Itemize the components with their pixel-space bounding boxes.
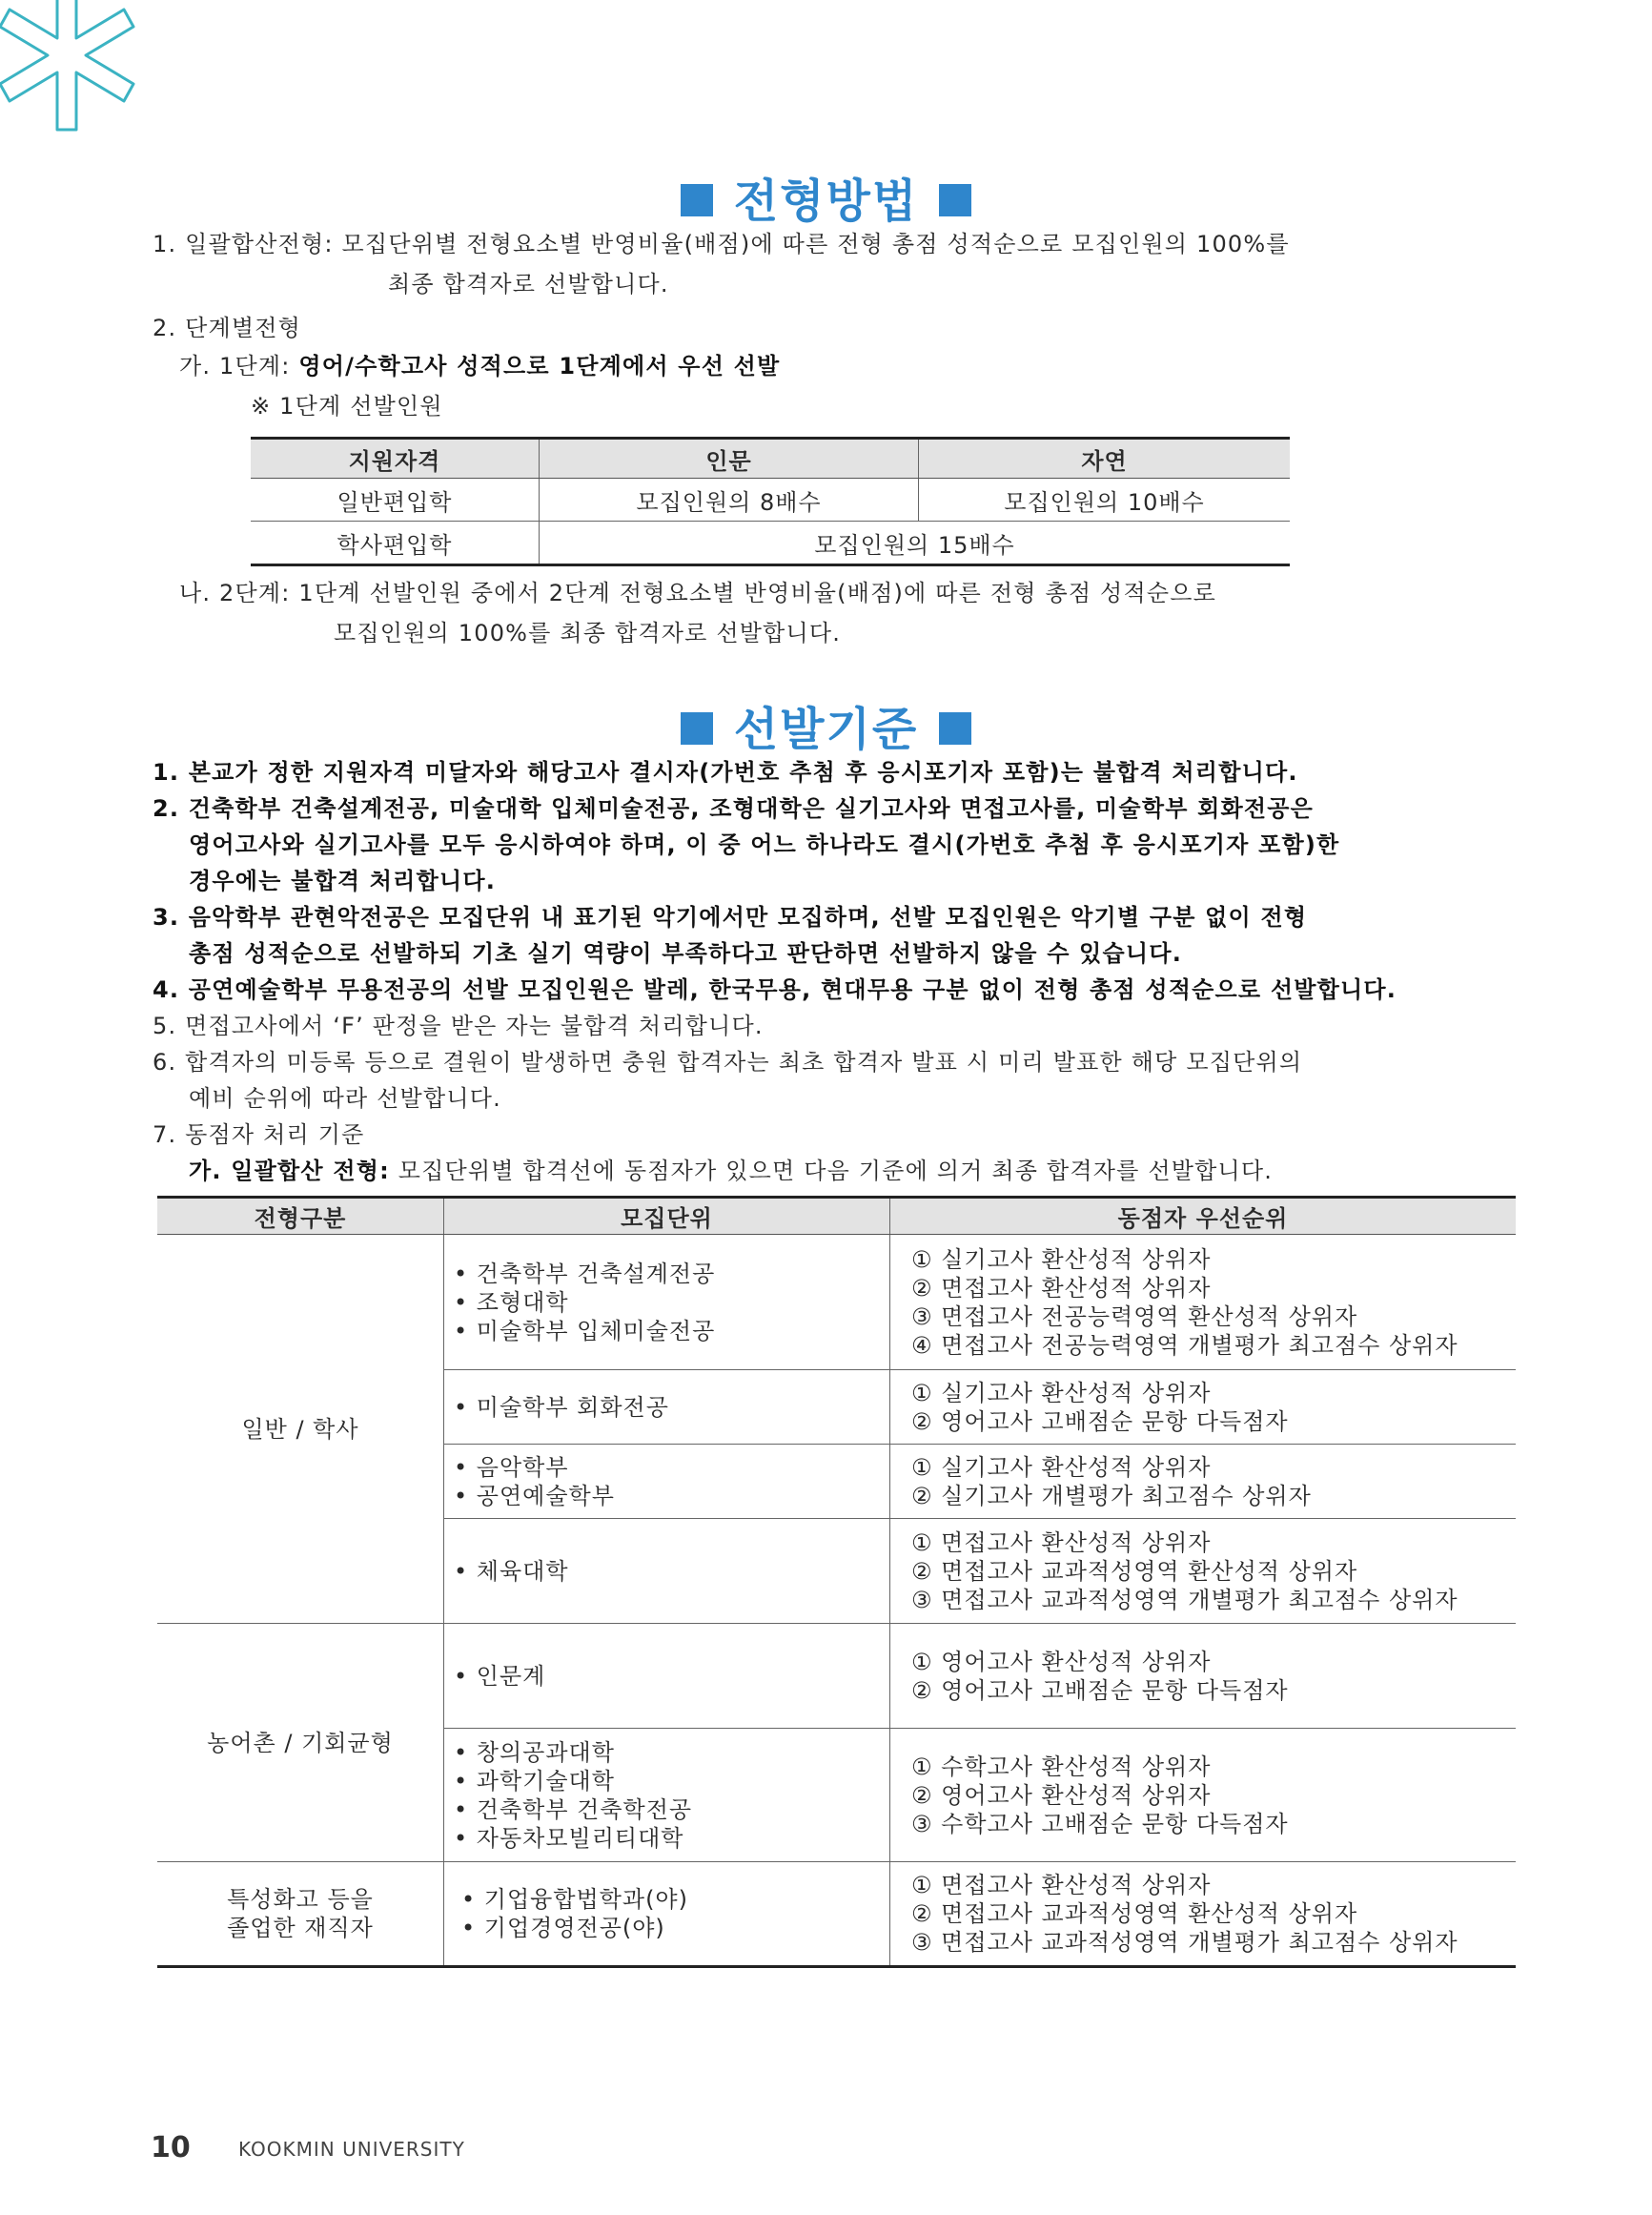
units-cell: • 건축학부 건축설계전공 • 조형대학 • 미술학부 입체미술전공	[444, 1235, 890, 1370]
stage2-line-cont: 모집인원의 100%를 최종 합격자로 선발합니다.	[334, 620, 842, 646]
stage2-line: 나. 2단계: 1단계 선발인원 중에서 2단계 전형요소별 반영비율(배점)에 따른 전형 총점 성적순으로	[179, 580, 1216, 606]
units-cell: • 인문계	[444, 1624, 890, 1729]
table-row	[157, 1862, 1516, 1967]
stage1-note: ※ 1단계 선발인원	[251, 393, 443, 420]
criteria-item-6: 6. 합격자의 미등록 등으로 결원이 발생하면 충원 합격자는 최초 합격자 발표 시 미리 발표한 해당 모집단위의	[153, 1049, 1303, 1076]
priority-cell: ① 면접고사 환산성적 상위자 ② 면접고사 교과적성영역 환산성적 상위자 ③ 면접고사 교과적성영역 개별평가 최고점수 상위자	[890, 1519, 1517, 1624]
criteria-item-2-cont: 영어고사와 실기고사를 모두 응시하여야 하며, 이 중 어느 하나라도 결시(가번호 추첨 후 응시포기자 포함)한	[189, 831, 1340, 858]
stage1-prefix: 가. 1단계:	[179, 353, 299, 379]
section-title-method: 전형방법	[0, 164, 1652, 230]
method-item-1: 1. 일괄합산전형: 모집단위별 전형요소별 반영비율(배점)에 따른 전형 총점 성적순으로 모집인원의 100%를	[153, 231, 1290, 257]
category-cell: 농어촌 / 기회균형	[157, 1624, 444, 1862]
square-bullet-icon	[939, 712, 971, 745]
criteria-item-5: 5. 면접고사에서 ‘F’ 판정을 받은 자는 불합격 처리합니다.	[153, 1013, 764, 1039]
method-item-2: 2. 단계별전형	[153, 315, 302, 341]
category-cell: 일반 / 학사	[157, 1235, 444, 1624]
tie-rule-line	[189, 1154, 1273, 1188]
page-number: 10	[151, 2131, 191, 2164]
criteria-item-3: 3. 음악학부 관현악전공은 모집단위 내 표기된 악기에서만 모집하며, 선발 모집인원은 악기별 구분 없이 전형	[153, 904, 1308, 931]
priority-cell: ① 수학고사 환산성적 상위자 ② 영어고사 환산성적 상위자 ③ 수학고사 고배점순 문항 다득점자	[890, 1729, 1517, 1862]
units-cell: • 체육대학	[444, 1519, 890, 1624]
table-cell: 학사편입학	[251, 522, 540, 565]
priority-cell: ① 실기고사 환산성적 상위자 ② 영어고사 고배점순 문항 다득점자	[890, 1370, 1517, 1445]
tie-break-table	[157, 1196, 1516, 1968]
priority-cell: ① 영어고사 환산성적 상위자 ② 영어고사 고배점순 문항 다득점자	[890, 1624, 1517, 1729]
table-row	[251, 479, 1290, 522]
units-cell: • 기업융합법학과(야) • 기업경영전공(야)	[444, 1862, 890, 1967]
table-cell: 일반편입학	[251, 479, 540, 522]
square-bullet-icon	[681, 712, 713, 745]
units-cell: • 음악학부 • 공연예술학부	[444, 1445, 890, 1519]
criteria-item-2-cont: 경우에는 불합격 처리합니다.	[189, 868, 497, 894]
table-header: 자연	[919, 439, 1291, 479]
stage1-line	[179, 349, 780, 383]
table-row	[157, 1624, 1516, 1729]
priority-cell: ① 실기고사 환산성적 상위자 ② 실기고사 개별평가 최고점수 상위자	[890, 1445, 1517, 1519]
criteria-item-4: 4. 공연예술학부 무용전공의 선발 모집인원은 발레, 한국무용, 현대무용 구분 없이 전형 총점 성적순으로 선발합니다.	[153, 976, 1397, 1003]
square-bullet-icon	[939, 184, 971, 216]
table-header: 동점자 우선순위	[890, 1198, 1517, 1235]
table-header: 전형구분	[157, 1198, 444, 1235]
table-header: 모집단위	[444, 1198, 890, 1235]
tie-rule-text: 모집단위별 합격선에 동점자가 있으면 다음 기준에 의거 최종 합격자를 선발합니다.	[389, 1158, 1274, 1184]
table-cell: 모집인원의 8배수	[540, 479, 919, 522]
units-cell: • 미술학부 회화전공	[444, 1370, 890, 1445]
square-bullet-icon	[681, 184, 713, 216]
asterisk-decoration-icon	[0, 0, 191, 191]
tie-rule-label: 가. 일괄합산 전형:	[189, 1158, 390, 1184]
criteria-item-3-cont: 총점 성적순으로 선발하되 기초 실기 역량이 부족하다고 판단하면 선발하지 않을 수 있습니다.	[189, 940, 1183, 967]
table-row	[251, 522, 1290, 565]
criteria-item-1: 1. 본교가 정한 지원자격 미달자와 해당고사 결시자(가번호 추첨 후 응시포기자 포함)는 불합격 처리합니다.	[153, 759, 1298, 786]
table-cell: 모집인원의 10배수	[919, 479, 1291, 522]
table-header: 인문	[540, 439, 919, 479]
university-name: KOOKMIN UNIVERSITY	[238, 2138, 465, 2161]
table-cell: 모집인원의 15배수	[540, 522, 1291, 565]
category-cell: 특성화고 등을 졸업한 재직자	[157, 1862, 444, 1967]
table-row	[157, 1235, 1516, 1370]
criteria-item-6-cont: 예비 순위에 따라 선발합니다.	[189, 1085, 501, 1112]
stage1-table	[251, 437, 1290, 566]
method-item-1-cont: 최종 합격자로 선발합니다.	[388, 271, 669, 297]
criteria-item-7: 7. 동점자 처리 기준	[153, 1121, 365, 1148]
criteria-item-2: 2. 건축학부 건축설계전공, 미술대학 입체미술전공, 조형대학은 실기고사와 면접고사를, 미술학부 회화전공은	[153, 795, 1315, 822]
stage1-bold: 영어/수학고사 성적으로 1단계에서 우선 선발	[298, 353, 781, 379]
table-header: 지원자격	[251, 439, 540, 479]
priority-cell: ① 실기고사 환산성적 상위자 ② 면접고사 환산성적 상위자 ③ 면접고사 전공능력영역 환산성적 상위자 ④ 면접고사 전공능력영역 개별평가 최고점수 상위자	[890, 1235, 1517, 1370]
section-title-criteria: 선발기준	[0, 692, 1652, 758]
units-cell: • 창의공과대학 • 과학기술대학 • 건축학부 건축학전공 • 자동차모빌리티대학	[444, 1729, 890, 1862]
priority-cell: ① 면접고사 환산성적 상위자 ② 면접고사 교과적성영역 환산성적 상위자 ③ 면접고사 교과적성영역 개별평가 최고점수 상위자	[890, 1862, 1517, 1967]
